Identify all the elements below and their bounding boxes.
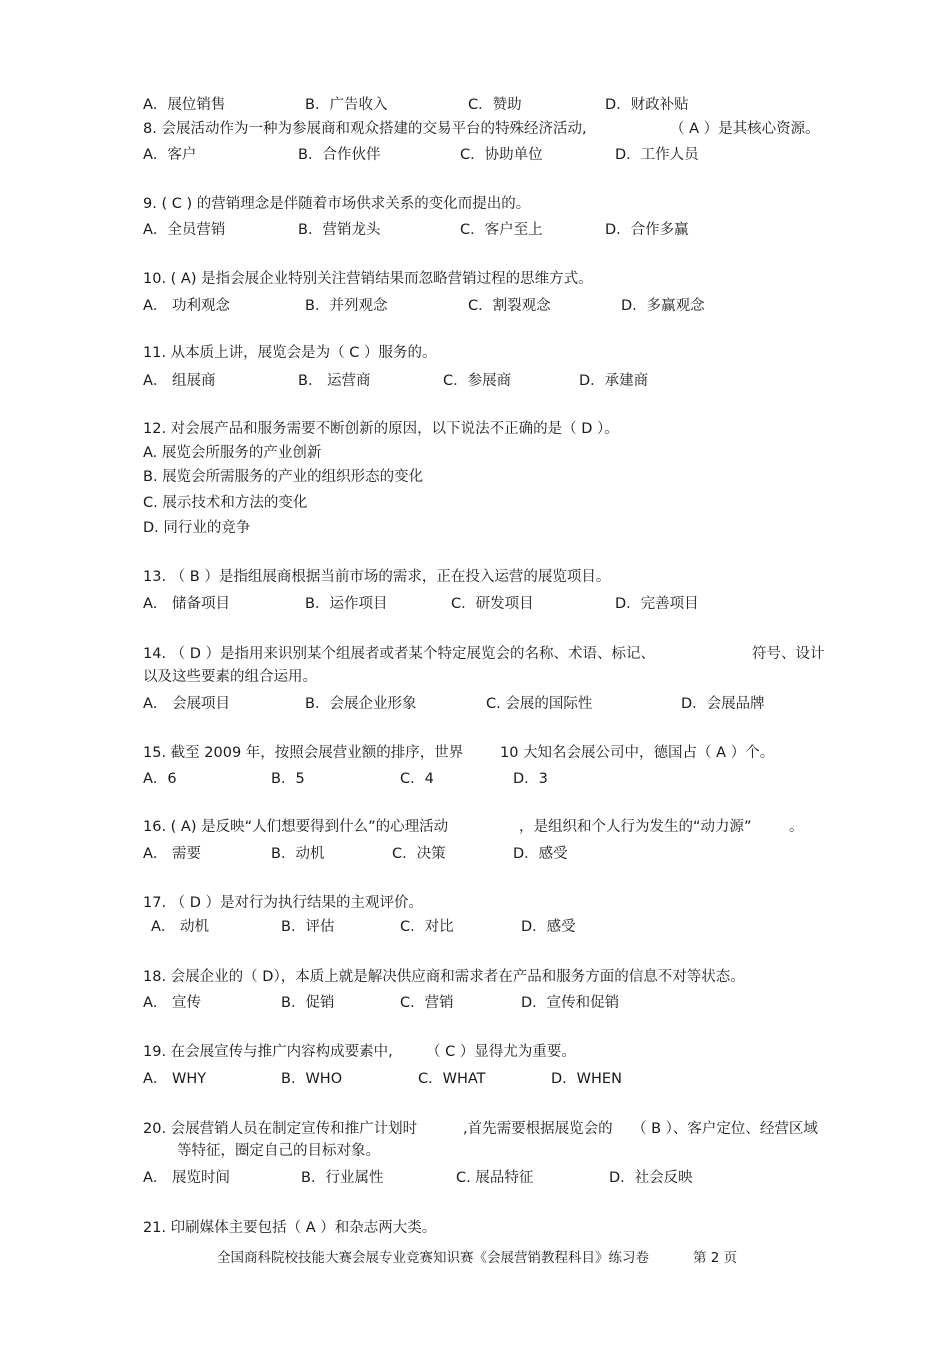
q15-option-b: B．5 — [271, 771, 305, 787]
q10-option-d: D．多赢观念 — [621, 298, 705, 314]
q11-options — [143, 370, 840, 392]
q20-option-a: A． 展览时间 — [143, 1170, 231, 1186]
q18-option-a: A． 宣传 — [143, 995, 202, 1011]
q19-option-b: B．WHO — [281, 1071, 343, 1087]
q14-stem: 14. （ D ）是指用来识别某个组展者或者某个特定展览会的名称、术语、标记、 符号、设计 — [143, 646, 825, 662]
q15-option-d: D．3 — [513, 771, 548, 787]
q9-options — [143, 219, 840, 241]
q20-options — [143, 1167, 840, 1189]
q20-option-d: D．社会反映 — [609, 1170, 693, 1186]
q7-option-d: D．财政补贴 — [605, 97, 689, 113]
q14-option-d: D．会展品牌 — [681, 696, 765, 712]
q8-options — [143, 144, 840, 166]
q10-options — [143, 295, 840, 317]
q20-option-b: B．行业属性 — [301, 1170, 384, 1186]
q18-option-b: B．促销 — [281, 995, 335, 1011]
q8-option-a: A．客户 — [143, 147, 197, 163]
q19-option-c: C．WHAT — [418, 1071, 486, 1087]
q19-option-d: D．WHEN — [551, 1071, 622, 1087]
q16-option-a: A． 需要 — [143, 846, 202, 862]
q20-stem-cont: 等特征，圈定自己的目标对象。 — [177, 1143, 380, 1159]
q20-option-c: C. 展品特征 — [456, 1170, 534, 1186]
q8-option-b: B．合作伙伴 — [298, 147, 381, 163]
q8-option-d: D．工作人员 — [615, 147, 699, 163]
q12-option-d: D. 同行业的竞争 — [143, 520, 251, 536]
q17-options — [143, 916, 840, 938]
q7-option-a: A．展位销售 — [143, 97, 226, 113]
q18-stem: 18. 会展企业的（ D），本质上就是解决供应商和需求者在产品和服务方面的信息不对等状态。 — [143, 969, 745, 985]
q13-options — [143, 593, 840, 615]
q8-option-c: C．协助单位 — [460, 147, 543, 163]
q16-stem: 16. ( A) 是反映“人们想要得到什么”的心理活动 ，是组织和个人行为发生的“动力源” 。 — [143, 819, 804, 835]
q18-options — [143, 992, 840, 1014]
q20-stem: 20. 会展营销人员在制定宣传和推广计划时 ,首先需要根据展览会的 （ B ）、客户定位、经营区域 — [143, 1121, 818, 1137]
q13-stem: 13. （ B ）是指组展商根据当前市场的需求，正在投入运营的展览项目。 — [143, 569, 611, 585]
q9-stem: 9. ( C ) 的营销理念是伴随着市场供求关系的变化而提出的。 — [143, 196, 531, 212]
q19-options — [143, 1068, 840, 1090]
q8-stem: 8. 会展活动作为一种为参展商和观众搭建的交易平台的特殊经济活动, （ A ）是其核心资源。 — [143, 121, 820, 137]
q9-option-d: D．合作多赢 — [605, 222, 689, 238]
q15-option-c: C．4 — [400, 771, 434, 787]
q7-option-c: C．赞助 — [468, 97, 522, 113]
q7-option-b: B．广告收入 — [305, 97, 388, 113]
q10-option-b: B．并列观念 — [305, 298, 388, 314]
q10-stem: 10. ( A) 是指会展企业特别关注营销结果而忽略营销过程的思维方式。 — [143, 271, 593, 287]
q14-option-c: C. 会展的国际性 — [486, 696, 593, 712]
q11-option-c: C．参展商 — [443, 373, 512, 389]
q12-option-c: C. 展示技术和方法的变化 — [143, 495, 308, 511]
q13-option-d: D．完善项目 — [615, 596, 699, 612]
q17-option-c: C．对比 — [400, 919, 454, 935]
q13-option-c: C．研发项目 — [451, 596, 534, 612]
q12-option-a: A. 展览会所服务的产业创新 — [143, 445, 322, 461]
page-number: 第 2 页 — [693, 1250, 738, 1266]
q11-option-d: D．承建商 — [579, 373, 649, 389]
q17-stem: 17. （ D ）是对行为执行结果的主观评价。 — [143, 895, 424, 911]
q16-option-c: C．决策 — [392, 846, 446, 862]
q18-option-d: D．宣传和促销 — [521, 995, 620, 1011]
q15-option-a: A．6 — [143, 771, 177, 787]
q14-options — [143, 693, 840, 715]
q13-option-a: A． 储备项目 — [143, 596, 231, 612]
q12-stem: 12. 对会展产品和服务需要不断创新的原因，以下说法不正确的是（ D ）。 — [143, 421, 619, 437]
q10-option-a: A． 功利观念 — [143, 298, 231, 314]
page-footer — [0, 1248, 950, 1268]
q16-option-d: D．感受 — [513, 846, 568, 862]
q10-option-c: C．割裂观念 — [468, 298, 551, 314]
q11-stem: 11. 从本质上讲，展览会是为（ C ）服务的。 — [143, 345, 437, 361]
footer-title: 全国商科院校技能大赛会展专业竞赛知识赛《会展营销教程科目》练习卷 — [217, 1250, 649, 1266]
q7-options — [143, 94, 840, 116]
q16-options — [143, 843, 840, 865]
q15-options — [143, 768, 840, 790]
q12-option-b: B. 展览会所需服务的产业的组织形态的变化 — [143, 469, 424, 485]
q17-option-a: A． 动机 — [151, 919, 210, 935]
q19-option-a: A． WHY — [143, 1071, 207, 1087]
q9-option-b: B．营销龙头 — [298, 222, 381, 238]
q11-option-a: A． 组展商 — [143, 373, 216, 389]
q9-option-c: C．客户至上 — [460, 222, 543, 238]
q9-option-a: A．全员营销 — [143, 222, 226, 238]
q16-option-b: B．动机 — [271, 846, 325, 862]
q18-option-c: C．营销 — [400, 995, 454, 1011]
q19-stem: 19. 在会展宣传与推广内容构成要素中, （ C ）显得尤为重要。 — [143, 1044, 576, 1060]
q15-stem: 15. 截至 2009 年，按照会展营业额的排序，世界 10 大知名会展公司中，德国占（ A ）个。 — [143, 745, 775, 761]
q17-option-d: D．感受 — [521, 919, 576, 935]
q13-option-b: B．运作项目 — [305, 596, 388, 612]
q11-option-b: B． 运营商 — [298, 373, 371, 389]
q14-stem-cont: 以及这些要素的组合运用。 — [143, 669, 317, 685]
q14-option-b: B．会展企业形象 — [305, 696, 417, 712]
q21-stem: 21. 印刷媒体主要包括（ A ）和杂志两大类。 — [143, 1220, 437, 1236]
q14-option-a: A． 会展项目 — [143, 696, 231, 712]
q17-option-b: B．评估 — [281, 919, 335, 935]
